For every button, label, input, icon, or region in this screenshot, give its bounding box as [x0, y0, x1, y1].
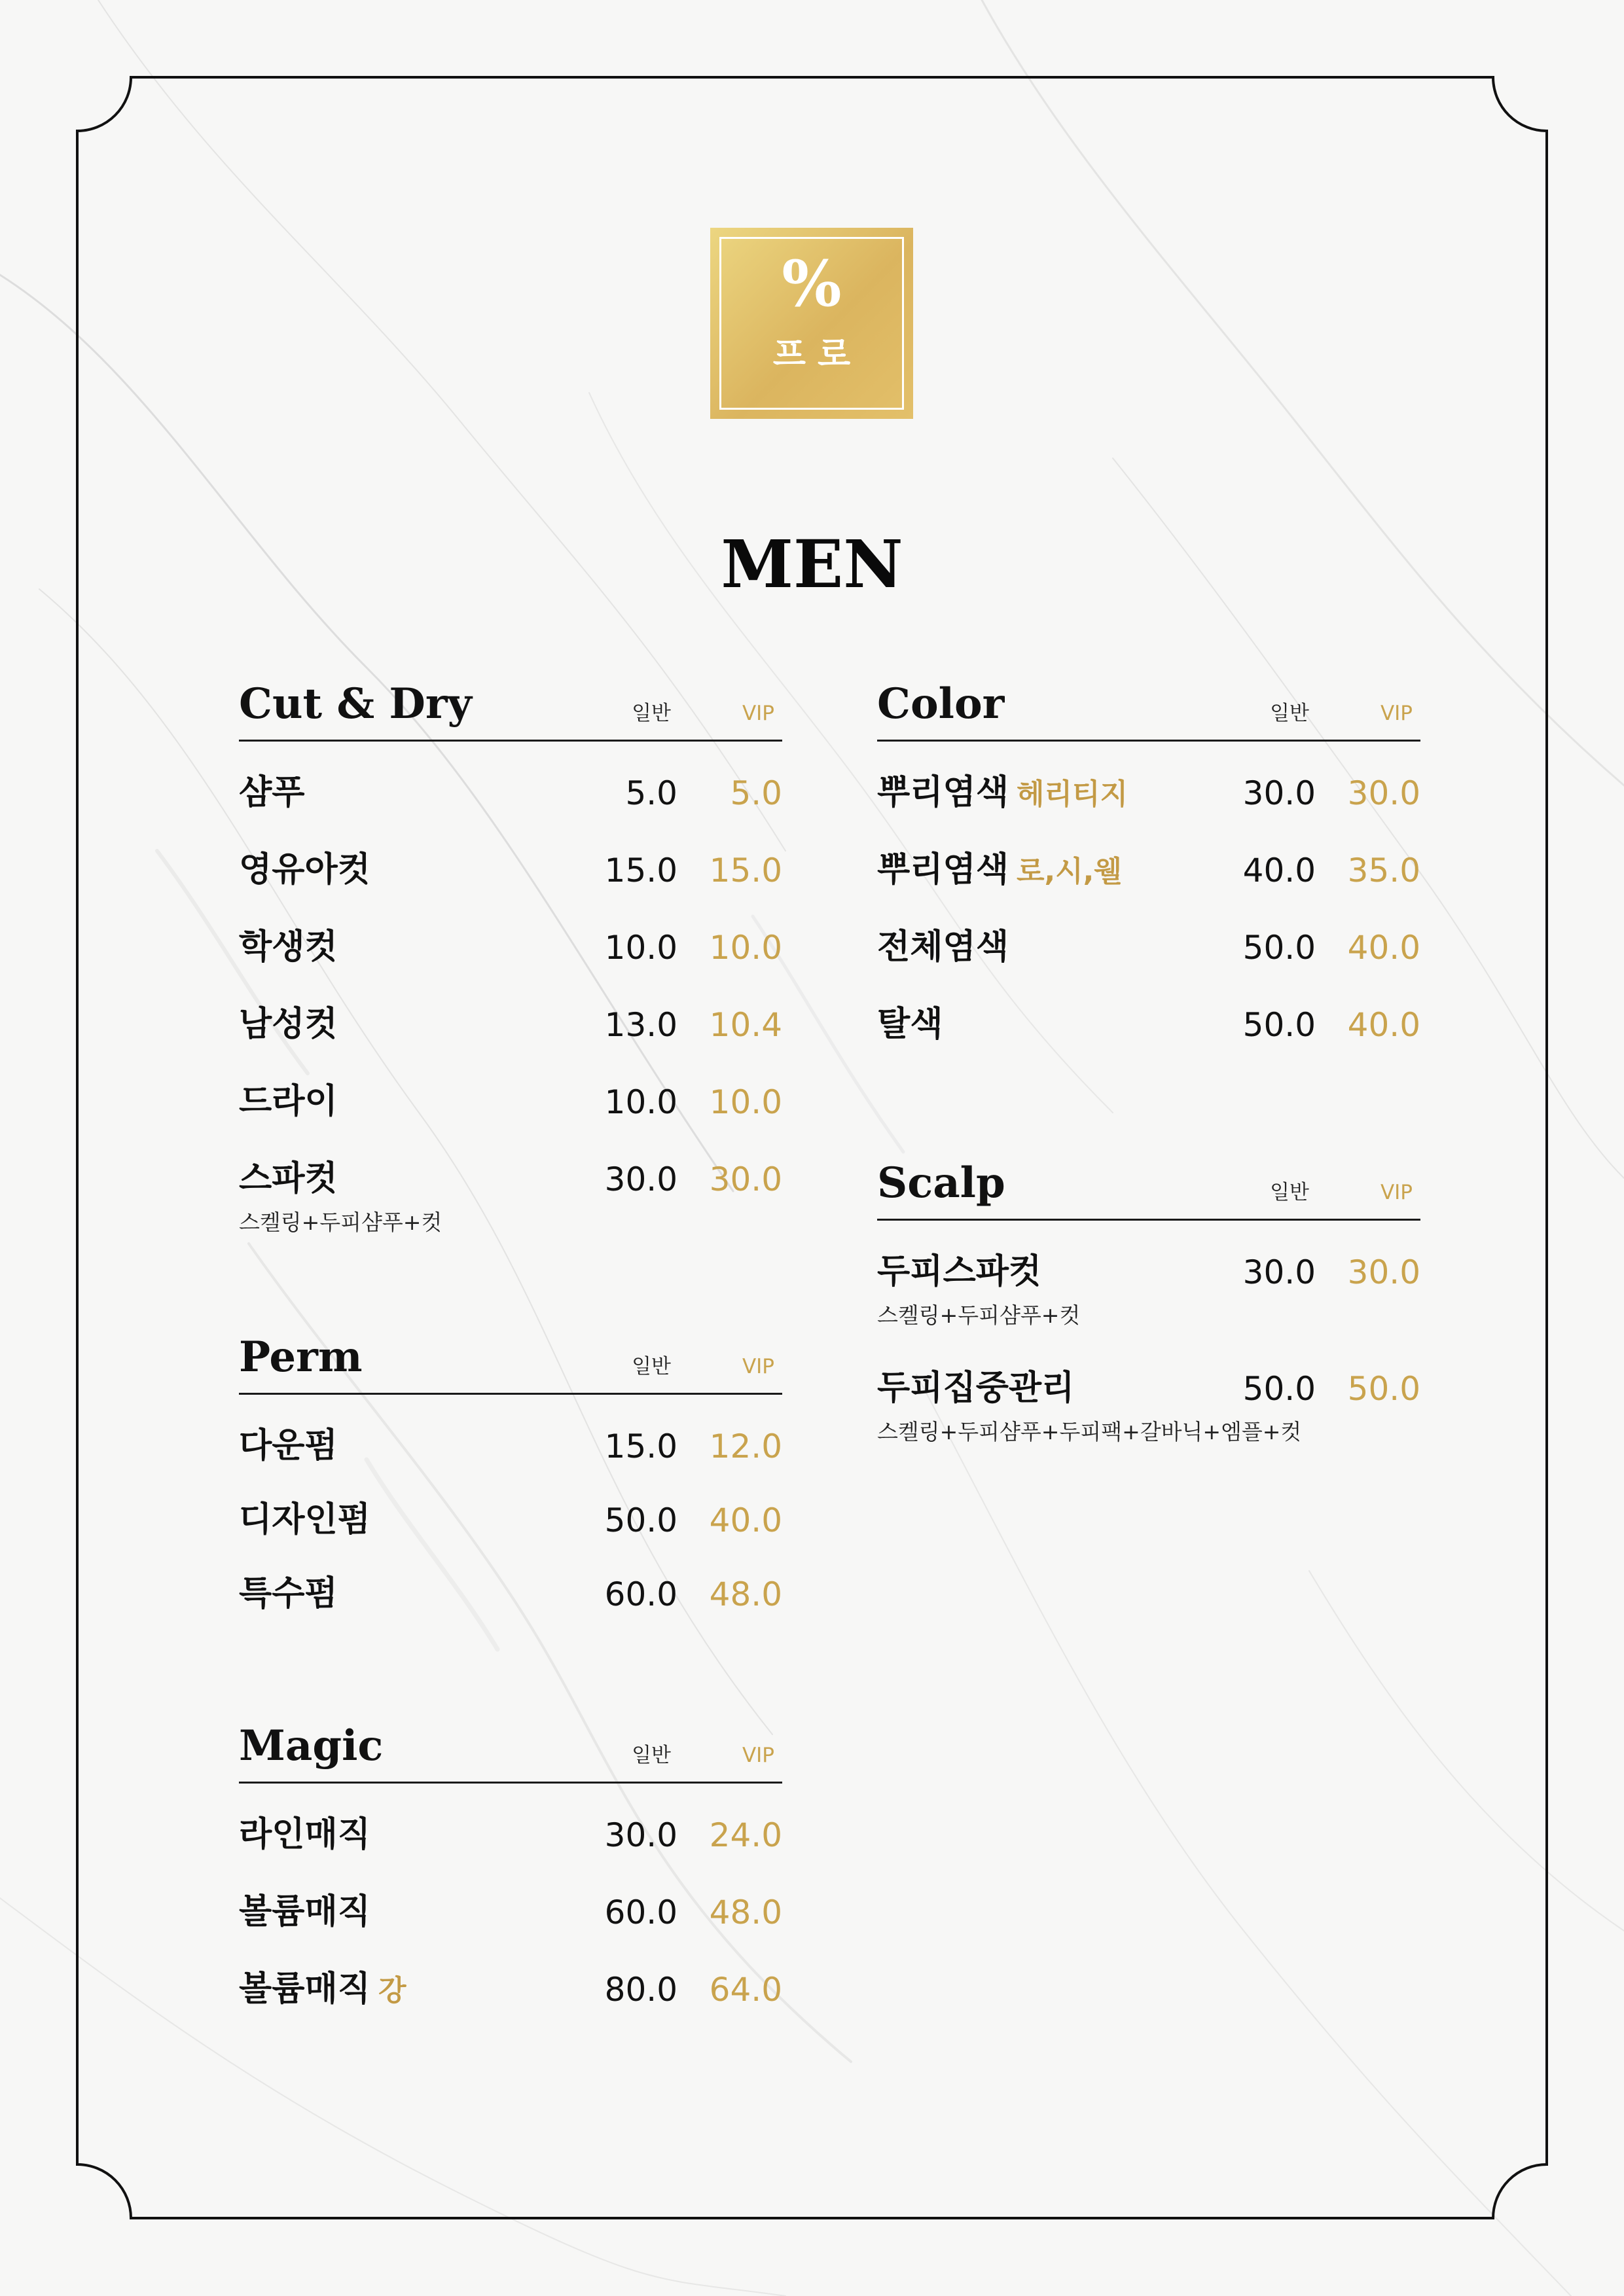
column-label-regular: 일반 — [632, 702, 671, 725]
price-regular: 30.0 — [1242, 1253, 1316, 1291]
price-vip: 30.0 — [1347, 1253, 1420, 1291]
page-title: MEN — [721, 526, 903, 603]
item-name: 디자인펌 — [239, 1500, 370, 1539]
price-regular: 5.0 — [625, 774, 677, 812]
section-header — [877, 681, 1420, 742]
price-vip: 5.0 — [730, 774, 782, 812]
price-regular: 15.0 — [604, 1427, 677, 1465]
item-description: 스켈링+두피샴푸+두피팩+갈바닉+엠플+컷 — [877, 1419, 1302, 1444]
menu-item — [877, 992, 1420, 1069]
price-regular: 50.0 — [604, 1501, 677, 1539]
menu-item — [239, 1487, 782, 1561]
price-vip: 30.0 — [1347, 774, 1420, 812]
price-vip: 15.0 — [709, 852, 782, 889]
section-scalp — [877, 1160, 1420, 1472]
item-description: 스켈링+두피샴푸+컷 — [877, 1302, 1081, 1328]
item-name: 뿌리염색 로,시,웰 — [877, 850, 1122, 889]
item-note: 헤리티지 — [1016, 778, 1128, 811]
logo-percent-symbol: % — [782, 247, 842, 321]
column-label-vip: VIP — [742, 1744, 774, 1767]
item-name: 두피스파컷 — [877, 1252, 1042, 1291]
menu-item — [239, 992, 782, 1069]
price-vip: 12.0 — [709, 1427, 782, 1465]
item-name: 샴푸 — [239, 773, 305, 812]
price-regular: 50.0 — [1242, 1370, 1316, 1408]
section-title: Perm — [239, 1333, 363, 1382]
section-header — [239, 1723, 782, 1784]
price-vip: 48.0 — [709, 1893, 782, 1931]
menu-item — [239, 1879, 782, 1956]
section-title: Magic — [239, 1721, 384, 1770]
logo-text: 프로 — [772, 335, 863, 374]
column-label-vip: VIP — [742, 702, 774, 725]
item-name: 다운펌 — [239, 1426, 338, 1465]
section-title: Scalp — [877, 1158, 1005, 1208]
menu-item — [239, 914, 782, 992]
item-name: 남성컷 — [239, 1005, 338, 1044]
price-vip: 30.0 — [709, 1160, 782, 1198]
menu-item — [877, 1239, 1420, 1355]
item-name: 볼륨매직 강 — [239, 1969, 406, 2009]
price-regular: 80.0 — [604, 1971, 677, 2009]
item-name: 학생컷 — [239, 927, 338, 967]
column-label-regular: 일반 — [632, 1744, 671, 1767]
column-label-vip: VIP — [742, 1355, 774, 1378]
menu-item — [239, 1956, 782, 2034]
price-regular: 50.0 — [1242, 1006, 1316, 1044]
item-name: 드라이 — [239, 1082, 338, 1121]
section-perm — [239, 1334, 782, 1635]
menu-item — [877, 837, 1420, 914]
column-label-regular: 일반 — [1270, 702, 1309, 725]
price-vip: 64.0 — [709, 1971, 782, 2009]
item-name: 볼륨매직 — [239, 1892, 370, 1931]
price-regular: 10.0 — [604, 929, 677, 967]
price-regular: 10.0 — [604, 1083, 677, 1121]
price-vip: 50.0 — [1347, 1370, 1420, 1408]
item-name: 탈색 — [877, 1005, 943, 1044]
item-name: 라인매직 — [239, 1815, 370, 1854]
item-name: 특수펌 — [239, 1574, 338, 1613]
item-name: 두피집중관리 — [877, 1369, 1075, 1408]
menu-item — [239, 1561, 782, 1635]
price-regular: 30.0 — [604, 1816, 677, 1854]
price-regular: 50.0 — [1242, 929, 1316, 967]
price-regular: 15.0 — [604, 852, 677, 889]
section-header — [239, 1334, 782, 1395]
price-vip: 40.0 — [709, 1501, 782, 1539]
menu-item — [239, 1069, 782, 1146]
price-vip: 10.4 — [709, 1006, 782, 1044]
item-name: 영유아컷 — [239, 850, 370, 889]
section-header — [877, 1160, 1420, 1221]
price-vip: 10.0 — [709, 929, 782, 967]
item-name: 전체염색 — [877, 927, 1009, 967]
price-vip: 40.0 — [1347, 1006, 1420, 1044]
menu-item — [877, 1355, 1420, 1472]
column-label-vip: VIP — [1380, 702, 1413, 725]
menu-item — [239, 1146, 782, 1263]
item-name: 뿌리염색 헤리티지 — [877, 773, 1128, 812]
price-vip: 10.0 — [709, 1083, 782, 1121]
section-title: Cut & Dry — [239, 679, 472, 728]
section-cut-dry — [239, 681, 782, 1263]
price-regular: 40.0 — [1242, 852, 1316, 889]
price-vip: 24.0 — [709, 1816, 782, 1854]
brand-logo — [710, 228, 913, 419]
price-vip: 40.0 — [1347, 929, 1420, 967]
price-vip: 48.0 — [709, 1575, 782, 1613]
price-regular: 30.0 — [1242, 774, 1316, 812]
item-description: 스켈링+두피샴푸+컷 — [239, 1210, 442, 1235]
menu-item — [239, 760, 782, 837]
price-regular: 13.0 — [604, 1006, 677, 1044]
menu-item — [877, 760, 1420, 837]
menu-item — [239, 1413, 782, 1487]
menu-item — [239, 837, 782, 914]
section-color — [877, 681, 1420, 1069]
section-magic — [239, 1723, 782, 2034]
item-note: 로,시,웰 — [1016, 855, 1122, 888]
item-name: 스파컷 — [239, 1159, 338, 1198]
item-note: 강 — [378, 1974, 406, 2007]
section-title: Color — [877, 679, 1005, 728]
section-header — [239, 681, 782, 742]
column-label-regular: 일반 — [1270, 1181, 1309, 1204]
price-regular: 60.0 — [604, 1575, 677, 1613]
column-label-regular: 일반 — [632, 1355, 671, 1378]
menu-item — [877, 914, 1420, 992]
price-regular: 30.0 — [604, 1160, 677, 1198]
price-vip: 35.0 — [1347, 852, 1420, 889]
price-regular: 60.0 — [604, 1893, 677, 1931]
column-label-vip: VIP — [1380, 1181, 1413, 1204]
menu-item — [239, 1802, 782, 1879]
